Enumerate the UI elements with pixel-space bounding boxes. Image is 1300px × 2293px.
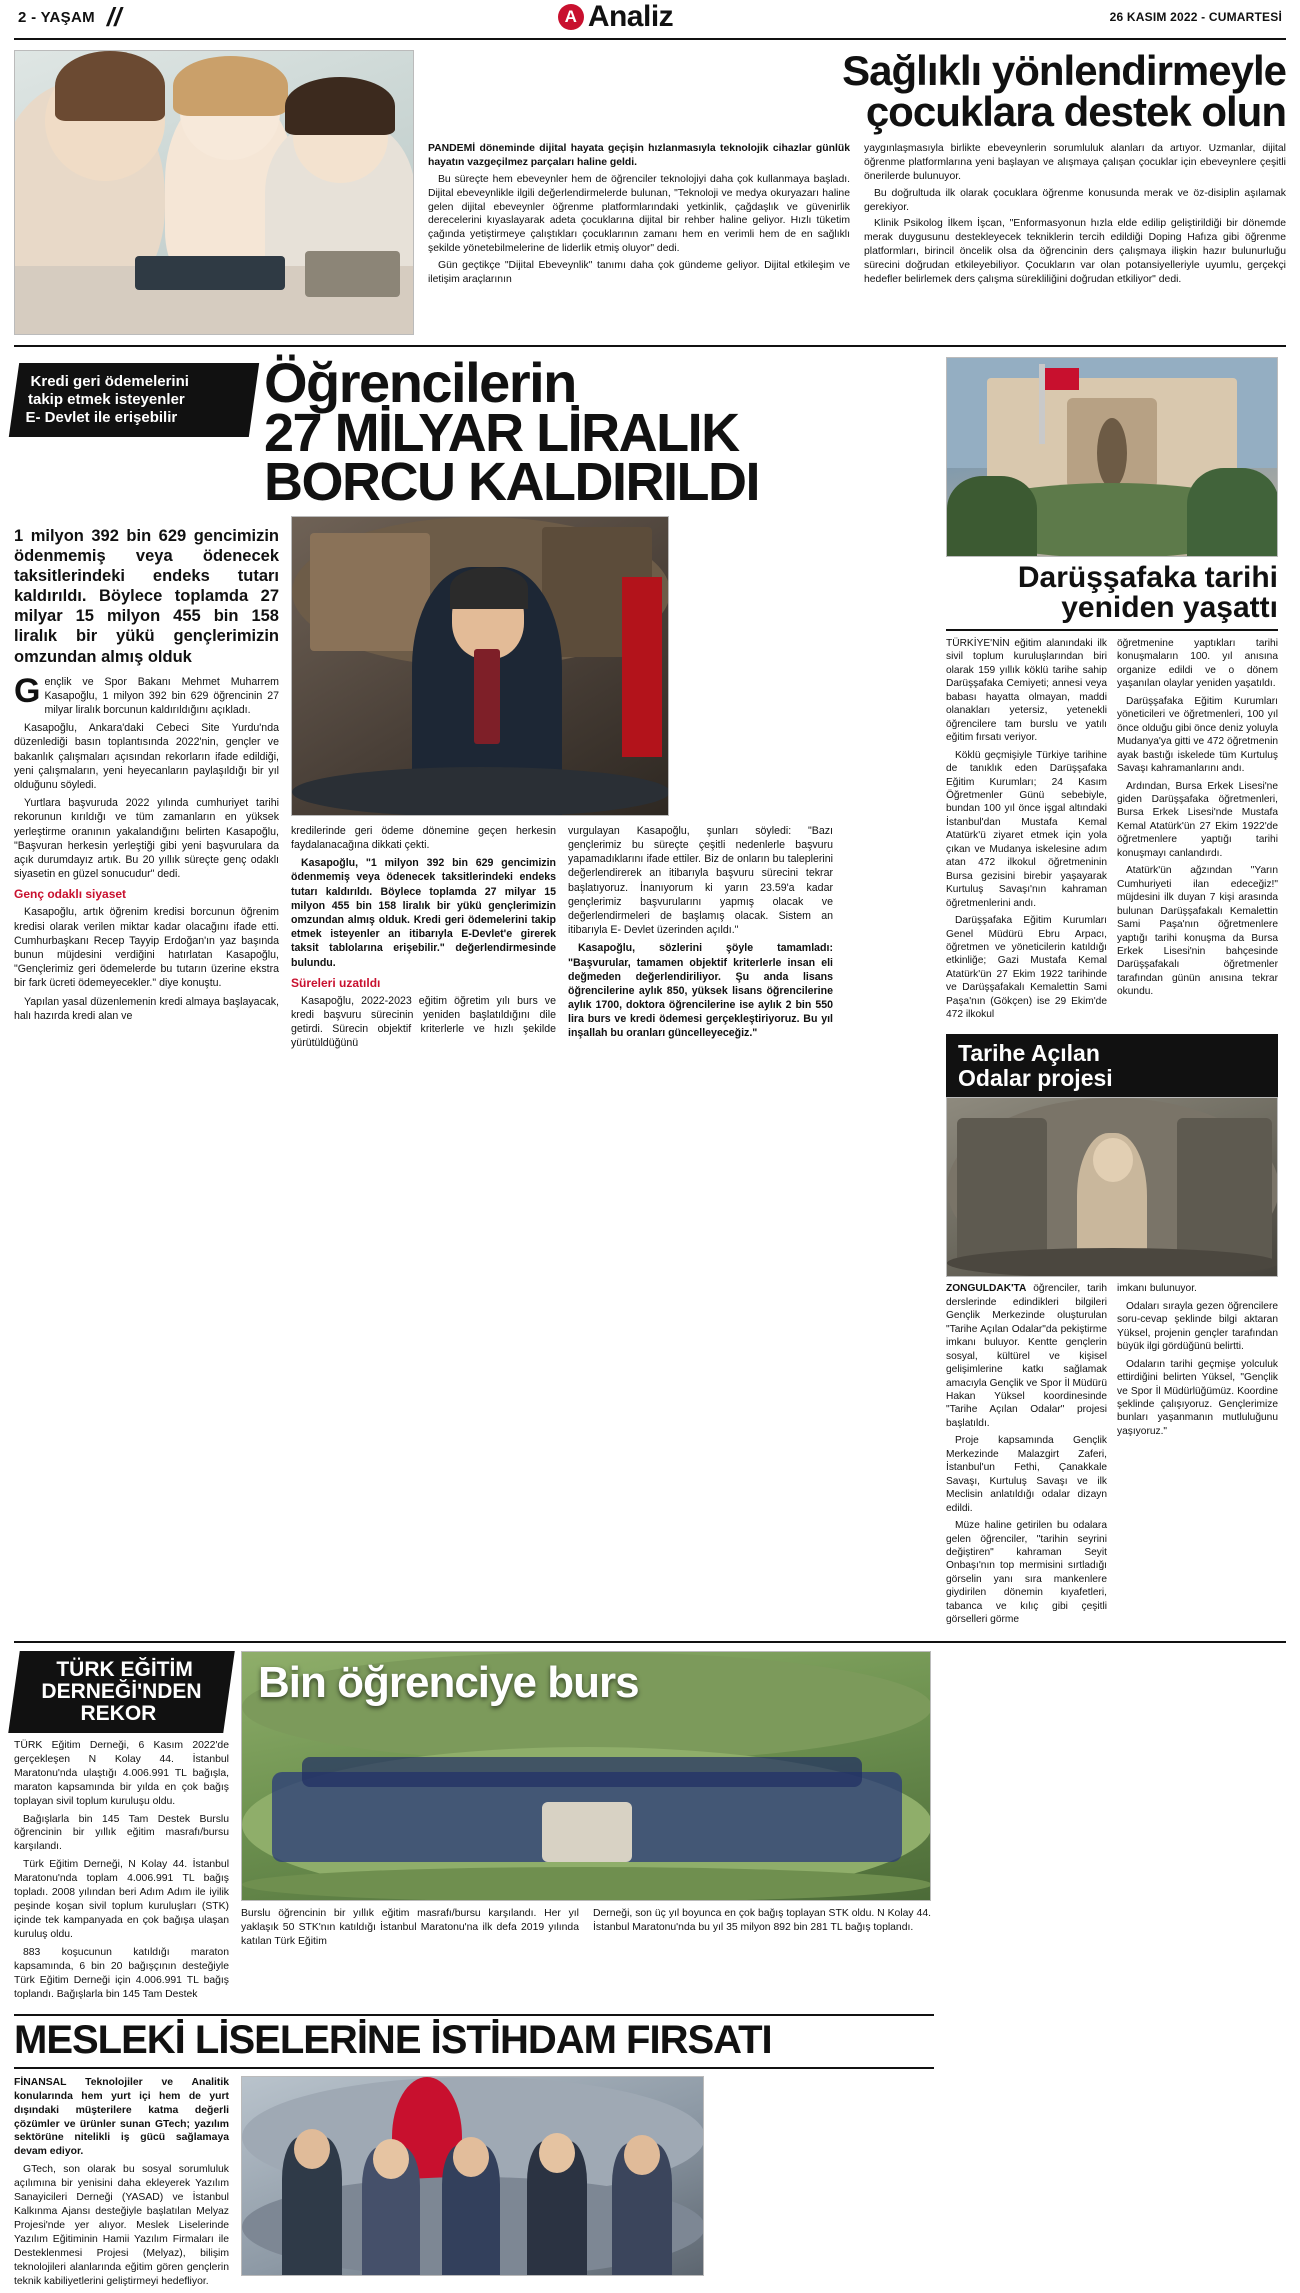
mesleki-section	[14, 2014, 934, 2293]
main-story-headline	[264, 351, 934, 513]
burs-headline: Bin öğrenciye burs	[258, 1657, 639, 1707]
paragraph: Klinik Psikolog İlkem İşcan, "Enformasyonun hızla elde edilip geliştirildiği bir dönemde merak duygusunu destekleyecek tekniklerin tercih edildiği Doping Hafıza gibi öğrenme platformları, birincil öncelik olsa da öğrencinin ders çalışmaya ilişkin hazır bulunurluğu sürecini doğrudan etkileyebiliyor. Çocukların var olan potansiyelleriyle uyumlu, gerçekçi hedefler belirlemek ders çalışma sürekliliğini doğrudan etkiliyor" dedi.	[864, 218, 1286, 285]
paragraph: Darüşşafaka Eğitim Kurumları yöneticileri ve öğretmenleri, 100 yıl önce olduğu gibi önce deniz yoluyla Mudanya'ya gitti ve 472 öğretmenin ayak bastığı iskelede tüm Kurtuluş Savaşı kahramanlarını andı.	[1117, 695, 1278, 775]
paragraph: Bağışlarla bin 145 Tam Destek Burslu öğrencinin bir yıllık eğitim masrafı/bursu karşılandı.	[14, 1813, 229, 1853]
burs-caption-1: Burslu öğrencinin bir yıllık eğitim masrafı/bursu karşılandı. Her yıl yaklaşık 50 STK'nın katıldığı İstanbul Maratonu'na ilk defa 2019 yılında katılan Türk Eğitim	[241, 1907, 579, 1947]
mesleki-headline: MESLEKİ LİSELERİNE İSTİHDAM FIRSATI	[14, 2014, 934, 2069]
paragraph: öğrenciler, tarih derslerinde edindikleri bilgileri Gençlik Merkezinde oluşturulan "Tarihe Açılan Odalar"da pekiştirme imkanı buluyor. Kentte gençlerin sosyal, kültürel ve kişisel gelişimlerine katkı sağlamak amacıyla Gençlik ve Spor İl Müdürü Hakan Yüksel koordinesinde "Tarihe Açılan Odalar" projesi başlatıldı.	[946, 1283, 1107, 1429]
paragraph: Kasapoğlu, Ankara'daki Cebeci Site Yurdu'nda düzenlediği basın toplantısında 2022'nin, gençler ve bakanlık çalışmaları açısından rekorların ifade edildiği, yeni çalışmaların, yeni heyecanların paylaşıldığı bir yıl olduğunu söyledi.	[14, 722, 279, 792]
masthead-left	[18, 4, 121, 30]
title-line-2: Odalar projesi	[958, 1064, 1113, 1091]
tarihe-acilan-photo	[946, 1097, 1278, 1277]
paragraph: Kasapoğlu, sözlerini şöyle tamamladı: "Başvurular, tamamen objektif kriterlerle insan eli değmeden değerlendiriliyor. Şu anda lisans öğrencilerine aylık 850, yüksek lisans öğrencilerine aylık 1700, doktora öğrencilerine ise aylık 2 bin 550 lira burs ve kredi ödemesi gerçekleştiriyoruz. Bu yıl inşallah bu oranları güncelleyeceğiz."	[568, 942, 833, 1040]
paragraph: Gün geçtikçe "Dijital Ebeveynlik" tanımı daha çok gündeme geliyor. Dijital etkileşim ve iletişim araçlarının	[428, 259, 850, 285]
top-story-column-1	[428, 142, 850, 289]
burs-caption-2: Derneği, son üç yıl boyunca en çok bağış toplayan STK oldu. N Kolay 44. İstanbul Maratonu'nda bu yıl 35 milyon 892 bin 281 TL bağış toplandı.	[593, 1907, 931, 1933]
paragraph: Atatürk'ün ağzından "Yarın Cumhuriyeti ilan edeceğiz!" müjdesini ilk duyan 7 kişi arasında bulunan Darüşşafakalı Kemalettin Sami Paşa'nın öğretmenlere yaptığı tarihi konuşma da Bursa Erkek Lisesi'nin bahçesinde Darüşşafakalı öğretmenler tarafından günün anısına tekrar okundu.	[1117, 865, 1278, 998]
main-story-column-3	[568, 824, 833, 1055]
paragraph: Türk Eğitim Derneği, N Kolay 44. İstanbul Maratonu'nda toplam 4.006.991 TL bağış topladı. 2008 yılından beri Adım Adım ile iyilik peşinde koşan sivil toplum kuruluşları (STK) içinde tek kampanyada en çok bağışa ulaşan kuruluş oldu.	[14, 1859, 229, 1940]
banner-line-2: DERNEĞİ'NDEN	[41, 1679, 202, 1703]
paragraph: Kasapoğlu, artık öğrenim kredisi borcunun öğrenim kredisi olarak verilen miktar kadar olacağını ifade etti. Cumhurbaşkanı Recep Tayyip Erdoğan'ın yaz başında bunun müjdesini verdiğini hatırlatan Kasapoğlu, "Gençlerimiz geri ödemelerde bu tutarın üzerine ekstra bir fark ücreti ödemeyecekler." diye konuştu.	[14, 906, 279, 990]
paragraph: Kasapoğlu, 2022-2023 eğitim öğretim yılı burs ve kredi başvuru sürecinin yeniden başlatıldığını dile getirdi. Sürecin objektif kriterlerle ve hızlı şekilde yürütüldüğünü	[291, 994, 556, 1050]
paragraph: TÜRK Eğitim Derneği, 6 Kasım 2022'de gerçekleşen N Kolay 44. İstanbul Maratonu'nda ulaştığı 4.006.991 TL bağışla, maraton kapsamında bir yılda en çok bağış toplayan sivil toplum kuruluşu oldu.	[14, 1739, 229, 1807]
publication-date: 26 KASIM 2022 - CUMARTESİ	[1109, 10, 1282, 24]
paragraph: Ardından, Bursa Erkek Lisesi'ne giden Darüşşafaka öğretmenleri, Bursa Erkek Lisesi'nde Mustafa Kemal Atatürk'ün 27 Ekim 1922'de öğretmenlere yaptığı tarihi konuşmayı canlandırdı.	[1117, 780, 1278, 859]
banner-line-1: TÜRK EĞİTİM	[56, 1657, 193, 1681]
headline-line-1: Öğrencilerin	[264, 351, 576, 414]
darussafaka-headline	[946, 563, 1278, 631]
kicker-line-1: Kredi geri ödemelerini	[30, 373, 189, 390]
paragraph: vurgulayan Kasapoğlu, şunları söyledi: "Bazı gençlerimiz bu süreçte çeşitli nedenlerle başvuru yapamadıklarını ifade ettiler. Biz de onların bu taleplerini değerlendirerek an itibarıyla başvuru sürecini tekrar başlatıyoruz. İnanıyorum ki yarın 23.59'a kadar gençlerimiz başvurularını yapmış olacak ve değerlendirmeleri de başlamış olacak. Sistem an itibarıyla E- Devlet üzerinden açıldı."	[568, 824, 833, 937]
main-story-photo	[291, 516, 669, 816]
headline-line-1: Darüşşafaka tarihi	[1017, 561, 1278, 594]
paragraph: Darüşşafaka Eğitim Kurumları Genel Müdürü Ebru Arpacı, öğretmen ve yöneticilerin katıldığı etkinliğe; Gazi Mustafa Kemal Atatürk'ün 27 Ekim 1922 tarihinde ve Darüşşafakalı Kemalettin Sami Paşa'nın (Gökçen) ise 29 Ekim'de 472 ilkokul	[946, 915, 1107, 1021]
paragraph: yaygınlaşmasıyla birlikte ebeveynlerin sorumluluk alanları da artıyor. Uzmanlar, dijital öğrenme platformlarına yeni başlayan ve alışmaya çalışan çocuklar için ebeveynlere çeşitli önerilerde bulunuyor.	[864, 143, 1286, 182]
paragraph: Yurtlara başvuruda 2022 yılında cumhuriyet tarihi rekorunun kırıldığı ve tüm zamanların en yüksek yerleştirme oranının yakalandığını belirten Kasapoğlu, "Başvuran herkesin yerleştiği gibi yeni başvurulara da açık durumdayız artık. Bu 20 yıllık süreçte genç odaklı siyasetin en güzel sonucudur" dedi.	[14, 797, 279, 881]
paragraph: GTech, son olarak bu sosyal sorumluluk açılımına bir yenisini daha ekleyerek Yazılım Sanayicileri Derneği (YASAD) ve İstanbul Kalkınma Ajansı desteğiyle başlatılan Melyaz Projesi'nde yer alıyor. Meslek Liselerinde Yazılım Eğitiminin Hamii Yazılım Firmaları ile Desteklenmesi Projesi (Melyaz), bilişim teknolojileri alanlarında eğitim gören gençlerin teknik kabiliyetlerini geliştirmeyi hedefliyor.	[14, 2164, 229, 2287]
top-story-headline	[428, 47, 1286, 136]
top-story-column-2	[864, 142, 1286, 289]
paragraph: Odaları sırayla gezen öğrencilere soru-cevap şeklinde bilgi aktaran Yüksel, projenin gençler tarafından büyük ilgi gördüğünü belirtti.	[1117, 1300, 1278, 1353]
right-column	[946, 357, 1278, 1631]
bottom-section	[14, 1641, 1286, 2006]
mesleki-column-1	[14, 2076, 229, 2293]
main-story-column-1	[14, 671, 279, 1023]
subheading: Genç odaklı siyaset	[14, 887, 127, 902]
burs-story	[241, 1651, 931, 2006]
main-story	[14, 351, 934, 1631]
ted-story	[14, 1651, 229, 2006]
subheading: Süreleri uzatıldı	[291, 975, 381, 990]
logo-mark-icon: A	[558, 4, 584, 30]
headline-line-2: 27 MİLYAR LİRALIK	[264, 402, 739, 463]
tarihe-column-2	[1117, 1282, 1278, 1630]
paragraph: 883 koşucunun katıldığı maraton kapsamında, 6 bin 20 bağışçının desteğiyle Türk Eğitim Derneği için 4.006.991 TL bağış toplandı. Bağışlarla bin 145 Tam Destek	[14, 1946, 229, 2000]
headline-line-2: çocuklara destek olun	[865, 88, 1286, 136]
top-story-text	[428, 47, 1286, 335]
paragraph: Bu doğrultuda ilk olarak çocuklara öğrenme konusunda merak ve öz-disiplin aşılamak gerekiyor.	[864, 187, 1286, 213]
headline-line-3: BORCU KALDIRILDI	[264, 452, 759, 513]
paragraph: Odaların tarihi geçmişe yolculuk ettirdiğini belirten Yüksel, "Gençlik ve Spor İl Müdürlüğümüz. Koordine şeklinde çalışıyoruz. Gençlerimize bunları yaşanmanın mutluluğunu yaşıyoruz."	[1117, 1358, 1278, 1437]
paragraph: imkanı bulunuyor.	[1117, 1283, 1197, 1295]
darussafaka-column-1	[946, 637, 1107, 1026]
logo-text: Analiz	[587, 0, 674, 33]
top-story-photo	[14, 50, 414, 335]
masthead	[14, 0, 1286, 40]
paragraph: öğretmenine yaptıkları tarihi konuşmaların 100. yıl anısına organize edildi ve o dönem yaşanılan olaylar yeniden yaşatıldı.	[1117, 638, 1278, 690]
paragraph: Gençlik ve Spor Bakanı Mehmet Muharrem Kasapoğlu, 1 milyon 392 bin 629 öğrencinin 27 milyar liralık borcunun kaldırıldığını açıkladı.	[14, 671, 279, 717]
tarihe-column-1	[946, 1282, 1107, 1630]
newspaper-logo	[558, 0, 673, 34]
top-story	[14, 40, 1286, 347]
headline-line-1: Sağlıklı yönlendirmeyle	[842, 47, 1286, 94]
paragraph: Proje kapsamında Gençlik Merkezinde Malazgirt Zaferi, İstanbul'un Fethi, Çanakkale Savaşı, Kurtuluş Savaşı ve ilk Meclisin anlatıldığı odalar dizayn edildi.	[946, 1435, 1107, 1514]
slash-divider-icon: //	[106, 2, 122, 32]
paragraph: Köklü geçmişiyle Türkiye tarihine de tanıklık eden Darüşşafaka Eğitim Kurumları; 24 Kasım Öğretmenler Günü sebebiyle, bundan 100 yıl önce işgal altındaki İstanbul'dan Mustafa Kemal Atatürk'ü ziyaret etmek için yola çıkan ve Mudanya iskelesine adım atan 472 ilkokul öğretmeninin Bursa gezisini birebir yaşayarak Kurtuluş Savaşı'nın kahraman öğretmenlerini andı.	[946, 749, 1107, 909]
paragraph: Kasapoğlu, "1 milyon 392 bin 629 gencimizin ödenmemiş veya ödenecek taksitlerindeki endeks tutarı kaldırıldı. Böylece toplamda 27 milyar 15 milyon 455 bin 158 liralık bir yükü gençlerimizin omzundan almış olduk. Kredi geri ödemelerini takip etmek isteyenler an itibarıyla E-Devlet'e girerek taksit tablolarına erişebilir." değerlendirmesinde bulundu.	[291, 857, 556, 969]
paragraph: Müze haline getirilen bu odalara gelen öğrenciler, "tarihin seyrini değiştiren" kahraman Seyit Onbaşı'nın top mermisini sırtladığı görselin yanı sıra mankenlere giydirilen dönemin kıyafetleri, tabanca ve kılıç gibi çeşitli görselleri görme	[946, 1520, 1107, 1626]
paragraph: Bu süreçte hem ebeveynler hem de öğrenciler teknolojiyi daha çok kullanmaya başladı. Dijital ebeveynlikle ilgili değerlendirmelerde bulunan, "Teknoloji ve medya okuryazarı haline gelen dijital ebeveynler öğrenme platformlarındaki yetkinlik, çağdaşlık ve güvenirlik derecelerini kıyaslayarak adeta çocuklarına dijital bir rehber haline geliyor. Hızlı tüketim çağında yetiştirmeye çalıştıkları çocuklarının zamanı hem en verimli hem de en sağlıklı şekilde yönetebilmelerine de liderlik etmiş oluyor" dedi.	[428, 173, 850, 255]
kicker-line-3: E- Devlet ile erişebilir	[25, 409, 178, 426]
paragraph: Yapılan yasal düzenlemenin kredi almaya başlayacak, halı hazırda kredi alan ve	[14, 995, 279, 1022]
main-story-lead: 1 milyon 392 bin 629 gencimizin ödenmemiş veya ödenecek taksitlerindeki endeks tutarı kaldırıldı. Böylece toplamda 27 milyar 15 milyon 455 bin 158 liralık bir yükü gençlerimizin omzundan almış olduk	[14, 526, 279, 666]
darussafaka-column-2	[1117, 637, 1278, 1026]
kicker-line-2: takip etmek isteyenler	[28, 391, 185, 408]
tarihe-acilan-title	[946, 1034, 1278, 1098]
burs-photo	[241, 1651, 931, 1901]
main-story-kicker	[9, 363, 259, 437]
mesleki-photo	[241, 2076, 704, 2276]
banner-line-3: REKOR	[80, 1701, 157, 1725]
paragraph: TÜRKİYE'NİN eğitim alanındaki ilk sivil toplum kuruluşlarından biri olarak 159 yıllık köklü tarihe sahip Darüşşafaka Cemiyeti; annesi veya babası hayatta olmayan, maddi olanakları yetersiz, yetenekli öğrencilere tam burslu ve yatılı eğitim fırsatı veriyor.	[946, 638, 1107, 744]
darussafaka-photo	[946, 357, 1278, 557]
ted-banner	[8, 1651, 235, 1733]
main-story-section	[14, 347, 1286, 1631]
ted-text	[14, 1739, 229, 2002]
title-line-1: Tarihe Açılan	[958, 1039, 1100, 1066]
headline-line-2: yeniden yaşattı	[1061, 591, 1278, 624]
paragraph: kredilerinde geri ödeme dönemine geçen herkesin faydalanacağına dikkati çekti.	[291, 824, 556, 852]
section-kicker: ZONGULDAK'TA	[946, 1283, 1027, 1295]
paragraph: PANDEMİ döneminde dijital hayata geçişin hızlanmasıyla teknolojik cihazlar günlük hayatın vazgeçilmez parçaları haline geldi.	[428, 143, 850, 169]
page-label: 2 - YAŞAM	[18, 8, 95, 26]
lead-word: FİNANSAL Teknolojiler ve Analitik konularında hem yurt içi hem de yurt dışındaki müşterilere katma değerli çözümler ve ürünler sunan GTech; yazılım sektörüne nitelikli iş gücü sağlamaya devam ediyor.	[14, 2076, 229, 2158]
main-story-column-2	[291, 824, 556, 1055]
